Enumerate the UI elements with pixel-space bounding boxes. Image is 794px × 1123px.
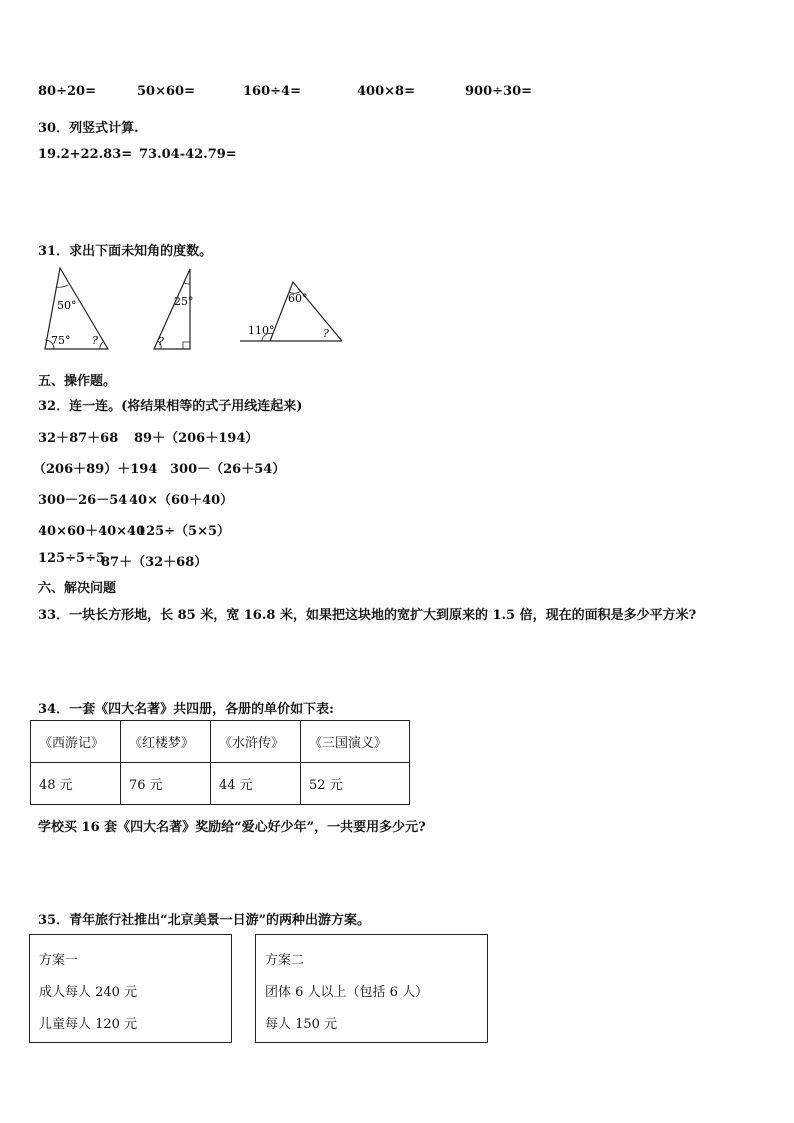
q30-title: 30．列竖式计算.: [38, 121, 139, 136]
q30-item-1: 19.2+22.83=: [38, 147, 133, 162]
angle-label: 50°: [57, 299, 77, 312]
section-5-title: 五、操作题。: [38, 374, 117, 389]
plan-one-box: [29, 934, 232, 1043]
table-cell: 48 元: [31, 763, 121, 805]
match-left-3: 300－26－54: [38, 493, 128, 508]
book-price-table: [30, 720, 410, 805]
plan-name: 方案二: [265, 953, 305, 968]
plan-line: 每人 150 元: [265, 1017, 338, 1032]
table-row: [31, 721, 410, 763]
plan-two-box: [255, 934, 488, 1043]
match-right-5: 87＋（32＋68）: [101, 555, 208, 570]
table-cell: 52 元: [301, 763, 410, 805]
table-cell: 44 元: [211, 763, 301, 805]
q34-question: 学校买 16 套《四大名著》奖励给“爱心好少年”，一共要用多少元?: [38, 820, 426, 835]
match-left-2: （206＋89）＋194: [33, 462, 158, 477]
angle-label: ?: [158, 335, 164, 348]
calc-item-2: 50×60=: [137, 84, 195, 99]
match-right-3: 40×（60＋40）: [129, 493, 234, 508]
triangle-figure-3: [238, 265, 348, 359]
angle-label: 75°: [51, 334, 71, 347]
match-left-5: 125÷5÷5: [38, 551, 106, 566]
triangle-figure-2: [150, 265, 200, 359]
calc-item-4: 400×8=: [357, 84, 415, 99]
match-right-2: 300－（26＋54）: [170, 462, 286, 477]
table-header-cell: 《三国演义》: [301, 721, 410, 763]
calc-item-1: 80÷20=: [38, 84, 96, 99]
table-header-cell: 《西游记》: [31, 721, 121, 763]
q33-text: 33．一块长方形地，长 85 米，宽 16.8 米，如果把这块地的宽扩大到原来的 1.5 倍，现在的面积是多少平方米?: [38, 608, 697, 623]
triangle-figure-1: [40, 265, 115, 359]
plan-line: 成人每人 240 元: [39, 985, 138, 1000]
table-row: [31, 763, 410, 805]
angle-label: 60°: [288, 292, 308, 305]
angle-label: 25°: [174, 295, 194, 308]
calc-item-5: 900÷30=: [465, 84, 533, 99]
q30-item-2: 73.04-42.79=: [139, 147, 237, 162]
angle-label: 110°: [248, 324, 275, 337]
table-cell: 76 元: [121, 763, 211, 805]
match-right-1: 89＋（206＋194）: [134, 431, 259, 446]
match-right-4: 125÷（5×5）: [137, 524, 231, 539]
q35-title: 35．青年旅行社推出“北京美景一日游”的两种出游方案。: [38, 913, 371, 928]
q32-title: 32．连一连。(将结果相等的式子用线连起来): [38, 399, 303, 414]
angle-label: ?: [323, 327, 329, 340]
table-header-cell: 《水浒传》: [211, 721, 301, 763]
table-header-cell: 《红楼梦》: [121, 721, 211, 763]
angle-label: ?: [92, 334, 98, 347]
plan-name: 方案一: [39, 953, 79, 968]
q34-title: 34．一套《四大名著》共四册，各册的单价如下表:: [38, 702, 334, 717]
plan-line: 儿童每人 120 元: [39, 1017, 138, 1032]
section-6-title: 六、解决问题: [38, 581, 117, 596]
q31-title: 31．求出下面未知角的度数。: [38, 244, 213, 259]
match-left-1: 32＋87＋68: [38, 431, 119, 446]
plan-line: 团体 6 人以上（包括 6 人）: [265, 985, 429, 1000]
match-left-4: 40×60＋40×40: [38, 524, 146, 539]
calc-item-3: 160÷4=: [243, 84, 301, 99]
